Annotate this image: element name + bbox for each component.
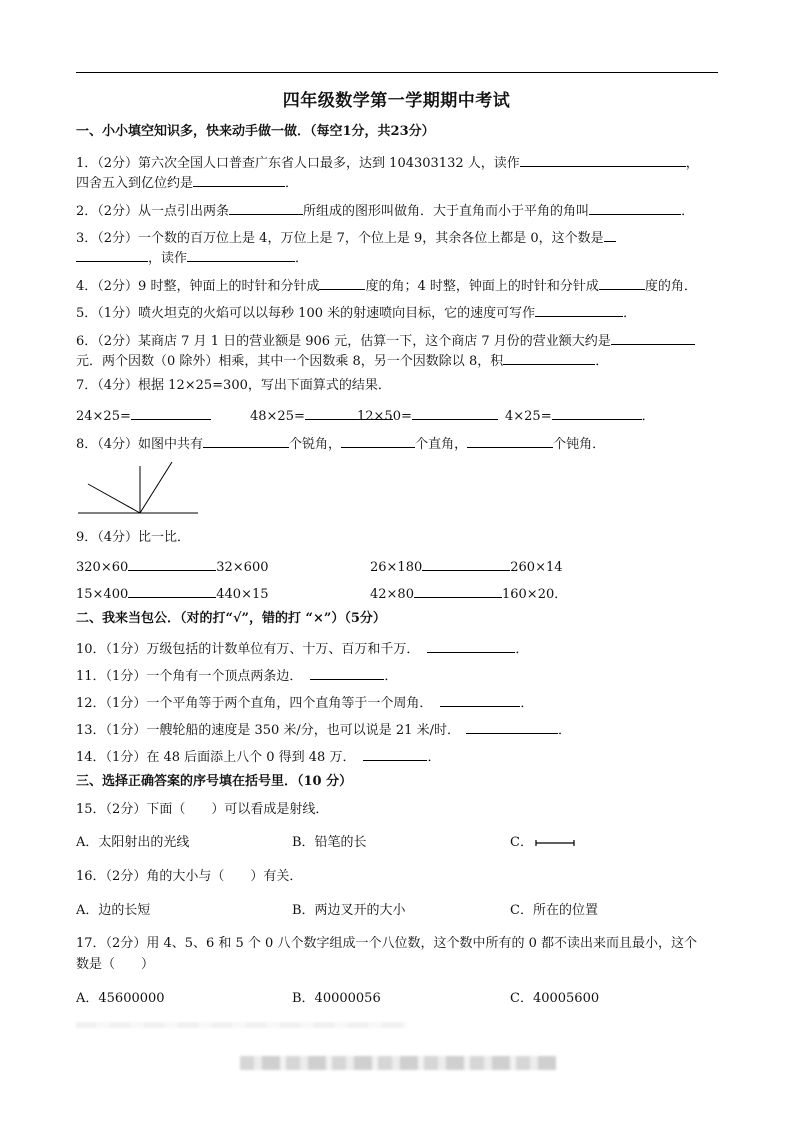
- answer-blank[interactable]: [319, 276, 365, 290]
- blurred-watermark: [240, 1056, 556, 1070]
- answer-blank[interactable]: [552, 406, 642, 420]
- question-17-cont: 数是（ ）: [76, 957, 155, 972]
- q9-item-3: 15×400 440×15: [76, 584, 269, 603]
- answer-blank[interactable]: [440, 693, 520, 707]
- question-5: 5．（1分）喷火坦克的火焰可以以每秒 100 米的射速喷向目标，它的速度可写作 ．: [76, 303, 636, 322]
- q7-item-3: 12×50=: [357, 406, 498, 425]
- q9-item-4: 42×80 160×20．: [370, 584, 567, 603]
- answer-blank[interactable]: [341, 434, 415, 448]
- question-3-cont: ，读作 ．: [76, 248, 308, 267]
- question-11: 11．（1分）一个角有一个顶点两条边． ．: [76, 666, 397, 685]
- answer-blank[interactable]: [535, 303, 623, 317]
- q7-item-1: 24×25=: [76, 406, 211, 425]
- question-17: 17．（2分）用 4、5、6 和 5 个 0 八个数字组成一个八位数，这个数中所有的 0 都不读出来而且最小，这个: [76, 936, 697, 951]
- q16-option-c[interactable]: C．所在的位置: [510, 903, 598, 918]
- answer-blank[interactable]: [604, 228, 616, 242]
- question-4: 4．（2分）9 时整，钟面上的时针和分针成 度的角；4 时整，钟面上的时针和分针成 度的角．: [76, 276, 697, 295]
- question-2: 2．（2分）从一点引出两条 所组成的图形叫做角．大于直角而小于平角的角叫 ．: [76, 201, 694, 220]
- section-2-heading: 二、我来当包公．（对的打“√”，错的打 “×”）（5分）: [76, 611, 386, 626]
- q7-item-2: 48×25=: [250, 406, 393, 425]
- q17-option-a[interactable]: A．45600000: [76, 991, 165, 1006]
- answer-blank[interactable]: [503, 351, 595, 365]
- page-title: 四年级数学第一学期期中考试: [282, 91, 511, 111]
- answer-blank[interactable]: [467, 434, 553, 448]
- answer-blank[interactable]: [599, 276, 645, 290]
- answer-blank[interactable]: [193, 173, 285, 187]
- question-1: 1．（2分）第六次全国人口普查广东省人口最多，达到 104303132 人，读作 ，: [76, 153, 699, 172]
- question-16: 16．（2分）角的大小与（ ）有关．: [76, 869, 303, 884]
- q15-option-b[interactable]: B．铅笔的长: [292, 835, 367, 850]
- question-3: 3．（2分）一个数的百万位上是 4，万位上是 7，个位上是 9，其余各位上都是 0，这个数是: [76, 228, 616, 247]
- answer-blank[interactable]: [412, 406, 498, 420]
- question-8: 8．（4分）如图中共有 个锐角， 个直角， 个钝角．: [76, 434, 605, 453]
- answer-blank[interactable]: [466, 720, 558, 734]
- q17-option-c[interactable]: C．40005600: [510, 991, 600, 1006]
- question-15: 15．（2分）下面（ ）可以看成是射线．: [76, 802, 329, 817]
- q9-item-2: 26×180 260×14: [370, 557, 563, 576]
- answer-blank[interactable]: [414, 584, 502, 598]
- question-1-cont: 四舍五入到亿位约是 ．: [76, 173, 298, 192]
- q15-option-c[interactable]: C．: [510, 835, 533, 850]
- question-7: 7．（4分）根据 12×25=300，写出下面算式的结果．: [76, 378, 391, 393]
- segment-figure: [534, 838, 576, 848]
- question-12: 12．（1分）一个平角等于两个直角，四个直角等于一个周角． ．: [76, 693, 533, 712]
- answer-blank[interactable]: [611, 331, 695, 345]
- answer-blank[interactable]: [589, 201, 681, 215]
- answer-blank[interactable]: [76, 248, 148, 262]
- blurred-footer-text: [76, 1022, 406, 1028]
- answer-blank[interactable]: [363, 747, 427, 761]
- answer-blank[interactable]: [203, 434, 289, 448]
- answer-blank[interactable]: [128, 584, 216, 598]
- answer-blank[interactable]: [128, 557, 216, 571]
- section-1-heading: 一、小小填空知识多，快来动手做一做．（每空1分，共23分）: [76, 124, 435, 139]
- q7-item-4: 4×25= ．: [505, 406, 655, 425]
- angle-ray-right: [140, 462, 172, 513]
- angle-ray-left: [88, 484, 140, 513]
- q15-option-a[interactable]: A．太阳射出的光线: [76, 835, 190, 850]
- angle-figure: [76, 458, 200, 516]
- question-13: 13．（1分）一艘轮船的速度是 350 米/分，也可以说是 21 米/时． ．: [76, 720, 571, 739]
- q17-option-b[interactable]: B．40000056: [292, 991, 381, 1006]
- question-10: 10．（1分）万级包括的计数单位有万、十万、百万和千万． ．: [76, 639, 528, 658]
- header-rule: [76, 72, 718, 73]
- q16-option-a[interactable]: A．边的长短: [76, 903, 151, 918]
- question-9: 9．（4分）比一比．: [76, 530, 191, 545]
- answer-blank[interactable]: [229, 201, 303, 215]
- question-6-cont: 元．两个因数（0 除外）相乘，其中一个因数乘 8，另一个因数除以 8，积 ．: [76, 351, 608, 370]
- q16-option-b[interactable]: B．两边叉开的大小: [292, 903, 406, 918]
- question-14: 14．（1分）在 48 后面添上八个 0 得到 48 万． ．: [76, 747, 440, 766]
- answer-blank[interactable]: [310, 666, 384, 680]
- question-6: 6．（2分）某商店 7 月 1 日的营业额是 906 元，估算一下，这个商店 7 月份的营业额大约是: [76, 331, 695, 350]
- answer-blank[interactable]: [187, 248, 295, 262]
- q9-item-1: 320×60 32×600: [76, 557, 269, 576]
- answer-blank[interactable]: [427, 639, 515, 653]
- answer-blank[interactable]: [422, 557, 510, 571]
- section-3-heading: 三、选择正确答案的序号填在括号里．（10 分）: [76, 774, 353, 789]
- answer-blank[interactable]: [520, 153, 686, 167]
- answer-blank[interactable]: [131, 406, 211, 420]
